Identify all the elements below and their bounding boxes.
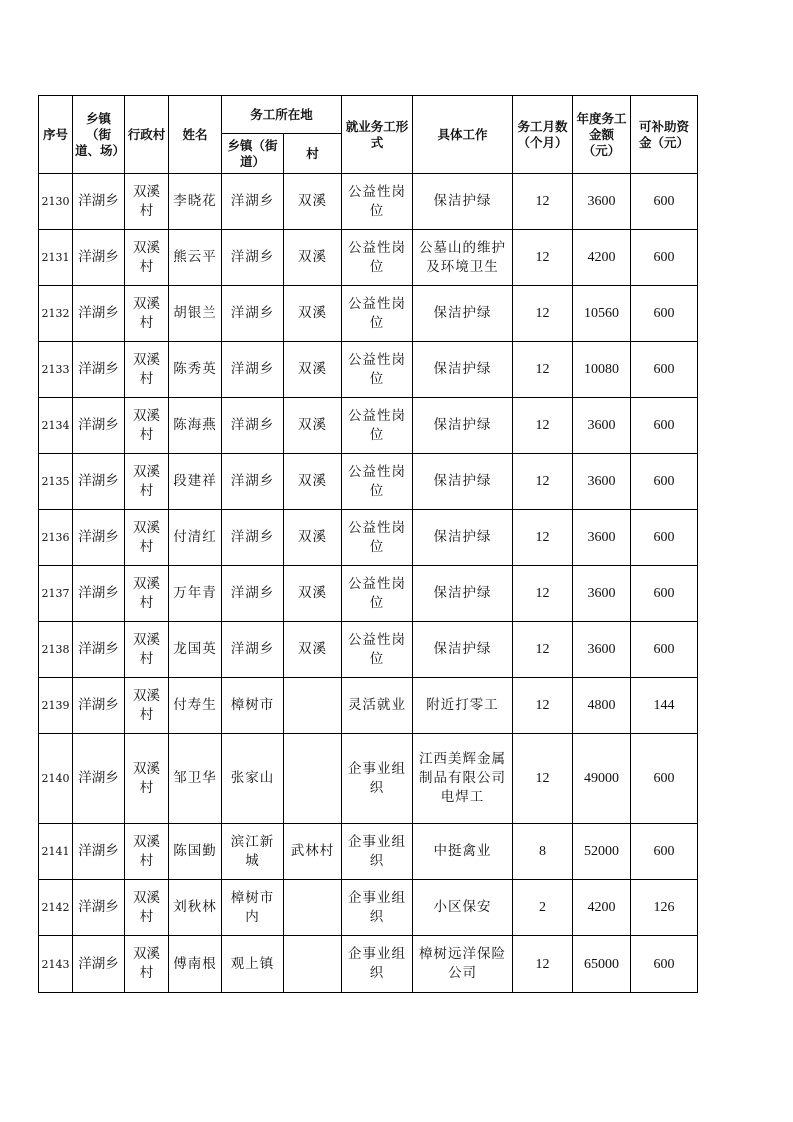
cell-months: 12 (513, 230, 573, 286)
cell-township: 洋湖乡 (73, 734, 125, 824)
cell-work-township: 洋湖乡 (222, 566, 284, 622)
header-name: 姓名 (169, 96, 222, 174)
cell-subsidy: 600 (631, 622, 698, 678)
cell-employment-form: 企事业组织 (342, 734, 413, 824)
cell-annual-amount: 65000 (573, 936, 631, 993)
cell-subsidy: 600 (631, 398, 698, 454)
cell-name: 陈国勤 (169, 824, 222, 880)
cell-work-village: 双溪 (284, 622, 342, 678)
cell-job: 江西美辉金属制品有限公司电焊工 (413, 734, 513, 824)
cell-village: 双溪村 (125, 454, 169, 510)
cell-work-township: 张家山 (222, 734, 284, 824)
cell-months: 12 (513, 454, 573, 510)
header-workplace-group: 务工所在地 (222, 96, 342, 134)
cell-village: 双溪村 (125, 678, 169, 734)
cell-months: 2 (513, 880, 573, 936)
cell-annual-amount: 10080 (573, 342, 631, 398)
header-workplace-township: 乡镇（街道） (222, 134, 284, 174)
table-row (39, 566, 698, 622)
table-row (39, 510, 698, 566)
cell-annual-amount: 3600 (573, 174, 631, 230)
cell-job: 保洁护绿 (413, 510, 513, 566)
cell-work-village: 双溪 (284, 230, 342, 286)
cell-seq: 2131 (39, 230, 73, 286)
cell-seq: 2137 (39, 566, 73, 622)
cell-work-village (284, 880, 342, 936)
cell-seq: 2136 (39, 510, 73, 566)
cell-subsidy: 126 (631, 880, 698, 936)
cell-work-village (284, 936, 342, 993)
cell-township: 洋湖乡 (73, 566, 125, 622)
cell-seq: 2143 (39, 936, 73, 993)
cell-job: 小区保安 (413, 880, 513, 936)
cell-work-township: 洋湖乡 (222, 398, 284, 454)
table-row (39, 734, 698, 824)
cell-village: 双溪村 (125, 734, 169, 824)
cell-months: 12 (513, 510, 573, 566)
header-township: 乡镇（街道、场） (73, 96, 125, 174)
cell-work-township: 滨江新城 (222, 824, 284, 880)
cell-village: 双溪村 (125, 230, 169, 286)
table-row (39, 880, 698, 936)
cell-township: 洋湖乡 (73, 398, 125, 454)
cell-employment-form: 公益性岗位 (342, 174, 413, 230)
cell-annual-amount: 4200 (573, 230, 631, 286)
cell-name: 付清红 (169, 510, 222, 566)
cell-township: 洋湖乡 (73, 622, 125, 678)
cell-employment-form: 企事业组织 (342, 936, 413, 993)
cell-work-village: 双溪 (284, 398, 342, 454)
cell-village: 双溪村 (125, 824, 169, 880)
cell-work-village: 双溪 (284, 566, 342, 622)
cell-name: 胡银兰 (169, 286, 222, 342)
cell-employment-form: 公益性岗位 (342, 230, 413, 286)
cell-job: 附近打零工 (413, 678, 513, 734)
cell-employment-form: 公益性岗位 (342, 398, 413, 454)
cell-months: 12 (513, 398, 573, 454)
cell-job: 保洁护绿 (413, 454, 513, 510)
cell-subsidy: 600 (631, 342, 698, 398)
cell-work-township: 洋湖乡 (222, 622, 284, 678)
cell-work-village: 双溪 (284, 454, 342, 510)
cell-subsidy: 600 (631, 286, 698, 342)
cell-job: 保洁护绿 (413, 622, 513, 678)
cell-township: 洋湖乡 (73, 230, 125, 286)
table-row (39, 286, 698, 342)
cell-name: 万年青 (169, 566, 222, 622)
cell-employment-form: 企事业组织 (342, 880, 413, 936)
cell-employment-form: 灵活就业 (342, 678, 413, 734)
cell-village: 双溪村 (125, 566, 169, 622)
cell-name: 傅南根 (169, 936, 222, 993)
cell-subsidy: 600 (631, 824, 698, 880)
cell-annual-amount: 49000 (573, 734, 631, 824)
cell-work-township: 樟树市内 (222, 880, 284, 936)
cell-name: 龙国英 (169, 622, 222, 678)
cell-subsidy: 600 (631, 230, 698, 286)
cell-work-township: 洋湖乡 (222, 230, 284, 286)
cell-annual-amount: 3600 (573, 566, 631, 622)
cell-name: 邹卫华 (169, 734, 222, 824)
cell-village: 双溪村 (125, 936, 169, 993)
cell-name: 李晓花 (169, 174, 222, 230)
cell-job: 保洁护绿 (413, 566, 513, 622)
cell-township: 洋湖乡 (73, 174, 125, 230)
cell-township: 洋湖乡 (73, 880, 125, 936)
table-row (39, 454, 698, 510)
cell-annual-amount: 3600 (573, 398, 631, 454)
cell-employment-form: 公益性岗位 (342, 454, 413, 510)
cell-village: 双溪村 (125, 398, 169, 454)
cell-work-village: 双溪 (284, 342, 342, 398)
cell-seq: 2132 (39, 286, 73, 342)
cell-work-village (284, 678, 342, 734)
cell-name: 陈秀英 (169, 342, 222, 398)
cell-subsidy: 144 (631, 678, 698, 734)
cell-annual-amount: 3600 (573, 510, 631, 566)
cell-months: 12 (513, 622, 573, 678)
cell-seq: 2135 (39, 454, 73, 510)
cell-months: 12 (513, 936, 573, 993)
cell-subsidy: 600 (631, 566, 698, 622)
cell-seq: 2130 (39, 174, 73, 230)
cell-work-township: 樟树市 (222, 678, 284, 734)
cell-seq: 2140 (39, 734, 73, 824)
cell-months: 12 (513, 678, 573, 734)
cell-township: 洋湖乡 (73, 510, 125, 566)
cell-name: 刘秋林 (169, 880, 222, 936)
cell-name: 付寿生 (169, 678, 222, 734)
cell-work-township: 洋湖乡 (222, 174, 284, 230)
employment-table (38, 95, 698, 993)
header-subsidy: 可补助资金（元） (631, 96, 698, 174)
cell-months: 12 (513, 566, 573, 622)
cell-job: 樟树远洋保险公司 (413, 936, 513, 993)
cell-subsidy: 600 (631, 734, 698, 824)
header-employment-form: 就业务工形式 (342, 96, 413, 174)
cell-work-village: 双溪 (284, 510, 342, 566)
cell-seq: 2133 (39, 342, 73, 398)
cell-township: 洋湖乡 (73, 286, 125, 342)
cell-name: 陈海燕 (169, 398, 222, 454)
cell-township: 洋湖乡 (73, 824, 125, 880)
cell-work-village (284, 734, 342, 824)
header-annual-amount: 年度务工金额（元） (573, 96, 631, 174)
table-row (39, 824, 698, 880)
table-row (39, 174, 698, 230)
cell-employment-form: 公益性岗位 (342, 566, 413, 622)
table-header (39, 96, 698, 174)
cell-work-township: 洋湖乡 (222, 510, 284, 566)
cell-village: 双溪村 (125, 622, 169, 678)
cell-employment-form: 公益性岗位 (342, 622, 413, 678)
cell-annual-amount: 52000 (573, 824, 631, 880)
cell-employment-form: 公益性岗位 (342, 342, 413, 398)
cell-name: 段建祥 (169, 454, 222, 510)
cell-job: 中挺禽业 (413, 824, 513, 880)
header-workplace-village: 村 (284, 134, 342, 174)
cell-subsidy: 600 (631, 174, 698, 230)
table-row (39, 622, 698, 678)
cell-township: 洋湖乡 (73, 342, 125, 398)
header-job: 具体工作 (413, 96, 513, 174)
cell-annual-amount: 4200 (573, 880, 631, 936)
header-months: 务工月数（个月） (513, 96, 573, 174)
cell-work-village: 双溪 (284, 174, 342, 230)
cell-village: 双溪村 (125, 510, 169, 566)
cell-work-township: 洋湖乡 (222, 454, 284, 510)
cell-work-township: 洋湖乡 (222, 342, 284, 398)
cell-job: 公墓山的维护及环境卫生 (413, 230, 513, 286)
cell-village: 双溪村 (125, 342, 169, 398)
cell-job: 保洁护绿 (413, 286, 513, 342)
cell-annual-amount: 3600 (573, 622, 631, 678)
cell-employment-form: 企事业组织 (342, 824, 413, 880)
cell-township: 洋湖乡 (73, 454, 125, 510)
table-body (39, 174, 698, 993)
table-row (39, 678, 698, 734)
cell-subsidy: 600 (631, 936, 698, 993)
table-row (39, 398, 698, 454)
cell-seq: 2139 (39, 678, 73, 734)
cell-seq: 2134 (39, 398, 73, 454)
header-seq: 序号 (39, 96, 73, 174)
cell-township: 洋湖乡 (73, 678, 125, 734)
cell-employment-form: 公益性岗位 (342, 286, 413, 342)
cell-work-village: 双溪 (284, 286, 342, 342)
cell-months: 12 (513, 174, 573, 230)
table-row (39, 936, 698, 993)
cell-annual-amount: 10560 (573, 286, 631, 342)
header-village: 行政村 (125, 96, 169, 174)
cell-job: 保洁护绿 (413, 342, 513, 398)
cell-work-township: 洋湖乡 (222, 286, 284, 342)
cell-subsidy: 600 (631, 454, 698, 510)
cell-months: 12 (513, 734, 573, 824)
cell-annual-amount: 4800 (573, 678, 631, 734)
cell-township: 洋湖乡 (73, 936, 125, 993)
cell-work-township: 观上镇 (222, 936, 284, 993)
cell-months: 12 (513, 342, 573, 398)
cell-seq: 2142 (39, 880, 73, 936)
cell-subsidy: 600 (631, 510, 698, 566)
cell-annual-amount: 3600 (573, 454, 631, 510)
cell-name: 熊云平 (169, 230, 222, 286)
cell-job: 保洁护绿 (413, 174, 513, 230)
cell-job: 保洁护绿 (413, 398, 513, 454)
table-row (39, 342, 698, 398)
cell-months: 12 (513, 286, 573, 342)
cell-work-village: 武林村 (284, 824, 342, 880)
table-row (39, 230, 698, 286)
cell-months: 8 (513, 824, 573, 880)
cell-seq: 2138 (39, 622, 73, 678)
cell-village: 双溪村 (125, 174, 169, 230)
cell-seq: 2141 (39, 824, 73, 880)
cell-employment-form: 公益性岗位 (342, 510, 413, 566)
cell-village: 双溪村 (125, 880, 169, 936)
cell-village: 双溪村 (125, 286, 169, 342)
